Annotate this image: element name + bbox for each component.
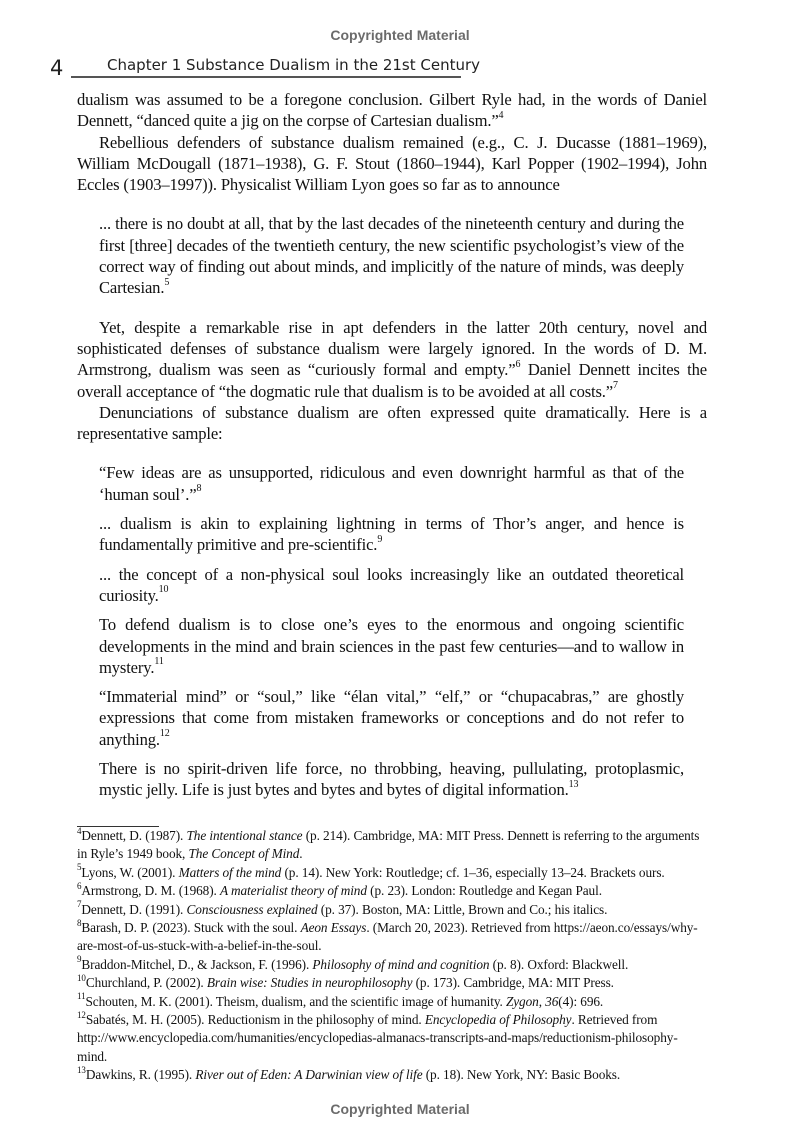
footnote-title: Aeon Essays	[300, 920, 367, 936]
footnote-text: Braddon-Mitchel, D., & Jackson, F. (1996).	[81, 956, 313, 972]
footnote-number: 4	[77, 825, 82, 836]
footnote-number: 5	[77, 862, 82, 873]
footnote-title: Matters of the mind	[178, 864, 282, 880]
footnote-title: River out of Eden: A Darwinian view of life	[195, 1067, 423, 1083]
footnote-text: (p. 214). Cambridge, MA: MIT Press. Dennett is referring to the arguments in Ryle’s 1949 book,	[77, 828, 700, 862]
footnote-text: ,	[538, 993, 546, 1009]
footnote-ref[interactable]: 12	[159, 728, 170, 740]
footnote-title: Consciousness explained	[186, 901, 318, 917]
footnote-text: (p. 173). Cambridge, MA: MIT Press.	[412, 975, 614, 991]
paragraph-text: Yet, despite a remarkable rise in apt defenders in the latter 20th century, novel and sophisticated defenses of substance dualism were largely ignored. In the words of D. M. Armstrong, dualism was seen as “curiously formal and empty.”	[77, 317, 707, 380]
paragraph-text: Denunciations of substance dualism are often expressed quite dramatically. Here is a representative sample:	[77, 402, 707, 444]
footnote-text: Dennett, D. (1991).	[81, 901, 187, 917]
footnote-number: 13	[77, 1064, 86, 1075]
paragraph-text: dualism was assumed to be a foregone conclusion. Gilbert Ryle had, in the words of Daniel Dennett, “danced quite a jig on the corpse of Cartesian dualism.”	[77, 90, 707, 131]
footnote-text: (p. 37). Boston, MA: Little, Brown and Co.; his italics.	[317, 901, 608, 917]
footnote	[77, 901, 707, 919]
quote-text: ... the concept of a non-physical soul looks increasingly like an outdated theoretical curiosity.	[99, 564, 684, 605]
quote	[99, 758, 684, 801]
quote	[99, 686, 684, 750]
header-rule	[71, 76, 461, 78]
footnote	[77, 1011, 707, 1066]
quote	[99, 462, 684, 505]
footnote-title: Brain wise: Studies in neurophilosophy	[206, 975, 413, 991]
footnote-text: (p. 8). Oxford: Blackwell.	[489, 956, 629, 972]
footnote-text: Churchland, P. (2002).	[85, 975, 207, 991]
page-number: 4	[50, 56, 64, 80]
footnote-ref[interactable]: 7	[613, 380, 618, 392]
footnote	[77, 993, 707, 1011]
footnote-number: 8	[77, 917, 82, 928]
footnote-ref[interactable]: 10	[158, 584, 169, 596]
footnote-ref[interactable]: 11	[154, 656, 164, 668]
copyright-watermark-top: Copyrighted Material	[330, 27, 470, 43]
footnote-ref[interactable]: 13	[568, 778, 579, 790]
quote	[99, 213, 684, 298]
quote-text: “Few ideas are as unsupported, ridiculous and even downright harmful as that of the ‘human soul’.”	[99, 463, 684, 504]
chapter-title: Chapter 1 Substance Dualism in the 21st Century	[107, 56, 481, 74]
footnote-ref[interactable]: 9	[377, 533, 383, 545]
footnote-text: (p. 23). London: Routledge and Kegan Paul.	[366, 883, 602, 899]
footnote-number: 11	[77, 991, 86, 1002]
quote-text: There is no spirit-driven life force, no throbbing, heaving, pullulating, protoplasmic, mystic jelly. Life is just bytes and bytes and bytes of digital information.	[99, 759, 684, 800]
footnote-text: Dawkins, R. (1995).	[85, 1067, 196, 1083]
footnote-text: Barash, D. P. (2023). Stuck with the soul.	[81, 920, 301, 936]
footnote	[77, 974, 707, 992]
footnote-title: Philosophy of mind and cognition	[312, 956, 490, 972]
footnote	[77, 956, 707, 974]
quote-list	[99, 462, 684, 800]
paragraph	[77, 132, 707, 196]
footnote	[77, 827, 707, 864]
quote-text: “Immaterial mind” or “soul,” like “élan vital,” “elf,” or “chupacabras,” are ghostly expressions that come from mistaken frameworks or conceptions and do not refer to anything.	[99, 687, 684, 749]
footnote-number: 12	[77, 1009, 86, 1020]
footnote-ref[interactable]: 4	[498, 109, 504, 121]
footnote-title: Zygon	[505, 993, 539, 1009]
footnote	[77, 864, 707, 882]
footnote	[77, 1066, 707, 1084]
footnote-text: (p. 18). New York, NY: Basic Books.	[422, 1067, 621, 1083]
block-quote	[99, 213, 684, 298]
paragraph-text: Rebellious defenders of substance dualism remained (e.g., C. J. Ducasse (1881–1969), William McDougall (1871–1938), G. F. Stout (1860–1944), Karl Popper (1902–1994), John Eccles (1903–1997)). Physicalist William Lyon goes so far as to announce	[77, 132, 707, 195]
footnote-number: 6	[77, 880, 82, 891]
footnote	[77, 919, 707, 956]
footnotes	[77, 827, 707, 1085]
quote-text: ... there is no doubt at all, that by the last decades of the nineteenth century and during the first [three] decades of the twentieth century, the new scientific psychologist’s view of the correct way of finding out about minds, and implicitly of the nature of minds, was deeply Cartesian.	[99, 214, 684, 298]
footnote-text: Dennett, D. (1987).	[81, 828, 187, 843]
copyright-watermark-bottom: Copyrighted Material	[330, 1101, 470, 1117]
footnote-number: 10	[77, 972, 86, 983]
footnote-text: Armstrong, D. M. (1968).	[81, 883, 220, 899]
paragraph-text: Daniel Dennett incites the overall acceptance of “the dogmatic rule that dualism is to be avoided at all costs.”	[77, 360, 707, 401]
footnote-text: (4): 696.	[558, 993, 604, 1009]
footnote-number: 7	[77, 899, 82, 910]
footnote-text: Sabatés, M. H. (2005). Reductionism in the philosophy of mind.	[85, 1012, 425, 1028]
footnote-ref[interactable]: 8	[196, 483, 202, 495]
footnote-text: (p. 14). New York: Routledge; cf. 1–36, especially 13–24. Brackets ours.	[281, 864, 665, 880]
footnote-title: The intentional stance	[186, 828, 303, 843]
paragraph	[77, 317, 707, 402]
footnote-ref[interactable]: 6	[515, 358, 521, 370]
footnote-ref[interactable]: 5	[164, 276, 170, 288]
quote	[99, 513, 684, 556]
footnote-number: 9	[77, 954, 82, 965]
quote	[99, 614, 684, 678]
quote-text: ... dualism is akin to explaining lightning in terms of Thor’s anger, and hence is fundamentally primitive and pre-scientific.	[99, 514, 684, 555]
footnote-link[interactable]: . Retrieved from http://www.encyclopedia.com/humanities/encyclopedias-almanacs-transcripts-and-maps/reductionism-philosophy-mind.	[77, 1012, 678, 1064]
quote-text: To defend dualism is to close one’s eyes to the enormous and ongoing scientific developments in the mind and brain sciences in the past few centuries—and to wallow in mystery.	[99, 615, 684, 677]
footnote-title: The Concept of Mind	[188, 846, 300, 862]
footnote-volume: 36	[545, 993, 559, 1009]
paragraph	[77, 402, 707, 445]
footnote-text: Schouten, M. K. (2001). Theism, dualism, and the scientific image of humanity.	[85, 993, 506, 1009]
footnote	[77, 882, 707, 900]
footnote-text: Lyons, W. (2001).	[81, 864, 179, 880]
footnote-link[interactable]: . (March 20, 2023). Retrieved from https://aeon.co/essays/why-are-most-of-us-stuck-with-a-belief-in-the-soul.	[77, 920, 698, 954]
main-text	[77, 89, 707, 819]
paragraph	[77, 89, 707, 132]
footnote-title: A materialist theory of mind	[220, 883, 367, 899]
footnote-title: Encyclopedia of Philosophy	[424, 1012, 572, 1028]
footnote-text: .	[299, 846, 303, 862]
quote	[99, 564, 684, 607]
